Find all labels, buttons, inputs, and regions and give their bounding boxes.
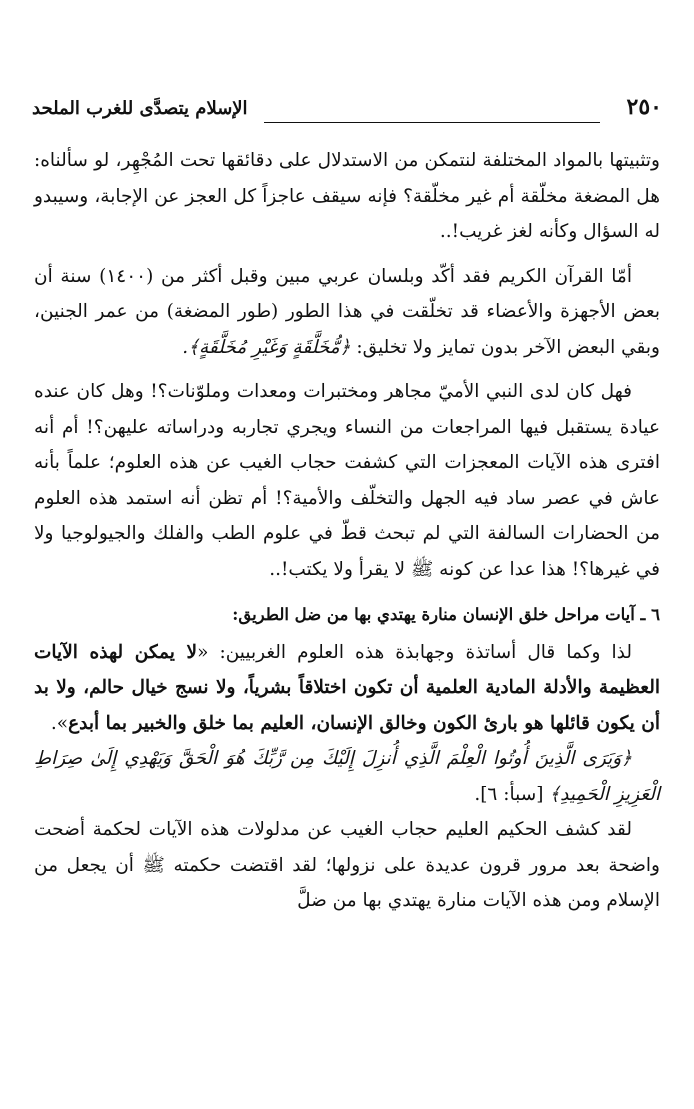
paragraph-5 bbox=[34, 741, 660, 812]
paragraph-2 bbox=[34, 259, 660, 366]
paragraph-6: لقد كشف الحكيم العليم حجاب الغيب عن مدلولات هذه الآيات لحكمة أضحت واضحة بعد مرور قرون عديدة على نزولها؛ لقد اقتضت حكمته ﷺ أن يجعل من الإسلام ومن هذه الآيات منارة يهتدي بها من ضلَّ bbox=[34, 819, 660, 911]
quote-close: ». bbox=[50, 712, 69, 734]
paragraph-4 bbox=[34, 635, 660, 742]
page-number: ٢٥٠ bbox=[626, 94, 662, 120]
verse-reference: [سبأ: ٦]. bbox=[474, 783, 550, 805]
section-heading: ٦ ـ آيات مراحل خلق الإنسان منارة يهتدي بها من ضل الطريق: bbox=[232, 605, 660, 624]
quran-verse: ﴿مُّخَلَّقَةٍ وَغَيْرِ مُخَلَّقَةٍ﴾. bbox=[182, 336, 351, 358]
paragraph-4-lead: لذا وكما قال أساتذة وجهابذة هذه العلوم الغربيين: « bbox=[197, 641, 633, 663]
page-body bbox=[34, 143, 660, 919]
page-header bbox=[32, 94, 662, 124]
paragraph-2-text: أمّا القرآن الكريم فقد أكّد وبلسان عربي مبين وقبل أكثر من (١٤٠٠) سنة أن بعض الأجهزة والأعضاء قد تخلّقت في هذا الطور (طور المضغة) من عمر الجنين، وبقي البعض الآخر بدون تمايز ولا تخليق: bbox=[34, 265, 660, 358]
paragraph-3: فهل كان لدى النبي الأميّ مجاهر ومختبرات ومعدات وملوّنات؟! وهل كان عنده عيادة يستقبل فيها المراجعات من النساء ويجري تجاربه ودراساته عليهن؟! أم أنه افترى هذه الآيات المعجزات التي كشفت حجاب الغيب عن هذه العلوم؛ علماً بأنه عاش في عصر ساد فيه الجهل والتخلّف والأمية؟! أم تظن أنه استمد هذه العلوم من الحضارات السالفة التي لم تبحث قطّ في علوم الطب والفلك والجيولوجيا ولا في غيرها؟! هذا عدا عن كونه ﷺ لا يقرأ ولا يكتب!.. bbox=[34, 381, 660, 580]
running-title: الإسلام يتصدَّى للغرب الملحد bbox=[32, 98, 248, 119]
header-rule bbox=[264, 122, 600, 123]
paragraph-1: وتثبيتها بالمواد المختلفة لنتمكن من الاستدلال على دقائقها تحت المُجْهِر، لو سألناه: هل المضغة مخلّقة أم غير مخلّقة؟ فإنه سيقف عاجزاً كل العجز عن الإجابة، وسيبدو له السؤال وكأنه لغز غريب!.. bbox=[34, 150, 660, 242]
quran-verse-saba: ﴿وَيَرَى الَّذِينَ أُوتُوا الْعِلْمَ الَّذِي أُنزِلَ إِلَيْكَ مِن رَّبِّكَ هُوَ الْحَقَّ وَيَهْدِي إِلَىٰ صِرَاطِ الْعَزِيزِ الْحَمِيدِ﴾ bbox=[34, 748, 660, 805]
scholars-quote: لا يمكن لهذه الآيات العظيمة والأدلة المادية العلمية أن تكون اختلاقاً بشرياً، ولا نسج خيال حالم، ولا بد أن يكون قائلها هو بارئ الكون وخالق الإنسان، العليم بما خلق والخبير بما أبدع bbox=[34, 641, 660, 734]
